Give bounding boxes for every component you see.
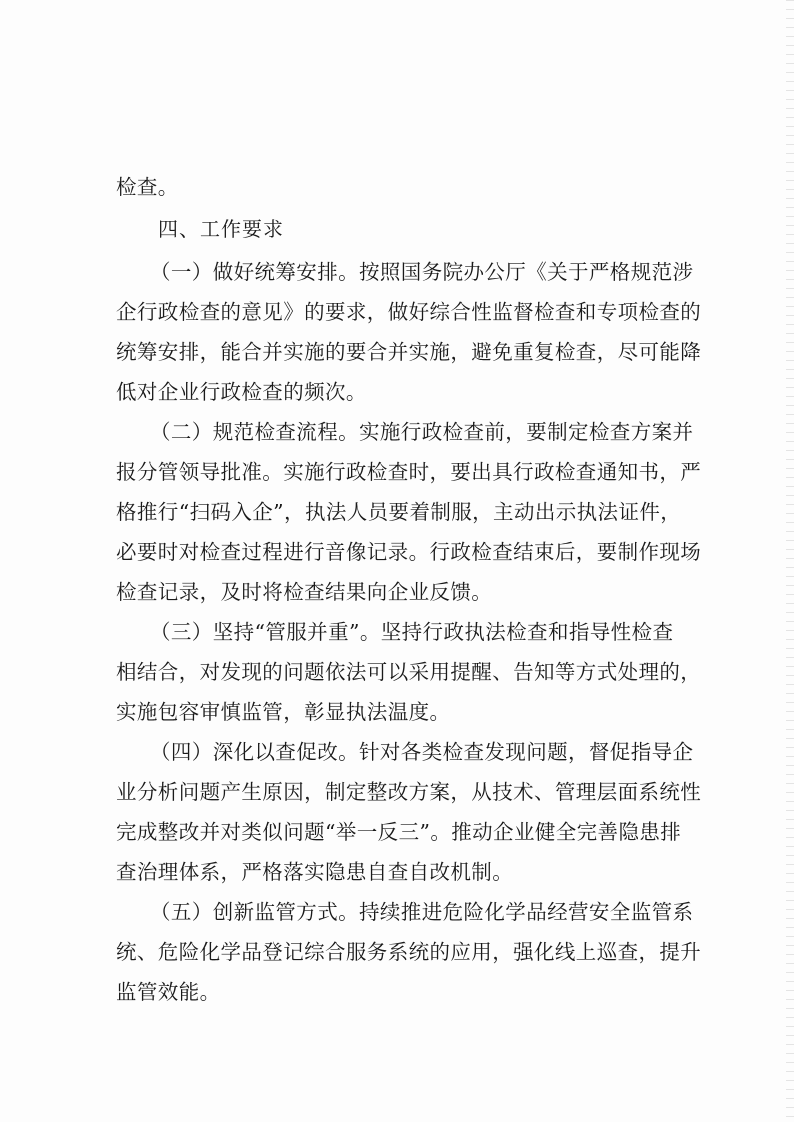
- paragraph-line: （一）做好统筹安排。按照国务院办公厅《关于严格规范涉: [150, 260, 694, 284]
- paragraph-line: 监管效能。: [116, 980, 221, 1004]
- paragraph-line: 检查。: [116, 175, 179, 199]
- paragraph-line: （二）规范检查流程。实施行政检查前，要制定检查方案并: [150, 420, 694, 444]
- paragraph-line: 实施包容审慎监管，彰显执法温度。: [116, 700, 451, 724]
- paragraph-line: 查治理体系，严格落实隐患自查自改机制。: [116, 860, 514, 884]
- section-heading: 四、工作要求: [158, 217, 284, 241]
- paragraph-line: 低对企业行政检查的频次。: [116, 380, 367, 404]
- paragraph-line: （五）创新监管方式。持续推进危险化学品经营安全监管系: [150, 900, 694, 924]
- paragraph-line: 相结合，对发现的问题依法可以采用提醒、告知等方式处理的，: [116, 660, 702, 684]
- paragraph-line: 业分析问题产生原因，制定整改方案，从技术、管理层面系统性: [116, 780, 702, 804]
- paragraph-line: （四）深化以查促改。针对各类检查发现问题，督促指导企: [150, 740, 694, 764]
- paragraph-line: 统、危险化学品登记综合服务系统的应用，强化线上巡查，提升: [116, 940, 702, 964]
- paragraph-line: 完成整改并对类似问题“举一反三”。推动企业健全完善隐患排: [116, 820, 682, 844]
- paragraph-line: 报分管领导批准。实施行政检查时，要出具行政检查通知书，严: [116, 460, 702, 484]
- scan-edge-marks: [786, 0, 794, 1122]
- paragraph-line: 格推行“扫码入企”，执法人员要着制服，主动出示执法证件，: [116, 500, 682, 524]
- paragraph-line: 企行政检查的意见》的要求，做好综合性监督检查和专项检查的: [116, 300, 702, 324]
- paragraph-line: （三）坚持“管服并重”。坚持行政执法检查和指导性检查: [150, 620, 674, 644]
- paragraph-line: 统筹安排，能合并实施的要合并实施，避免重复检查，尽可能降: [116, 340, 702, 364]
- paragraph-line: 必要时对检查过程进行音像记录。行政检查结束后，要制作现场: [116, 540, 702, 564]
- paragraph-line: 检查记录，及时将检查结果向企业反馈。: [116, 580, 493, 604]
